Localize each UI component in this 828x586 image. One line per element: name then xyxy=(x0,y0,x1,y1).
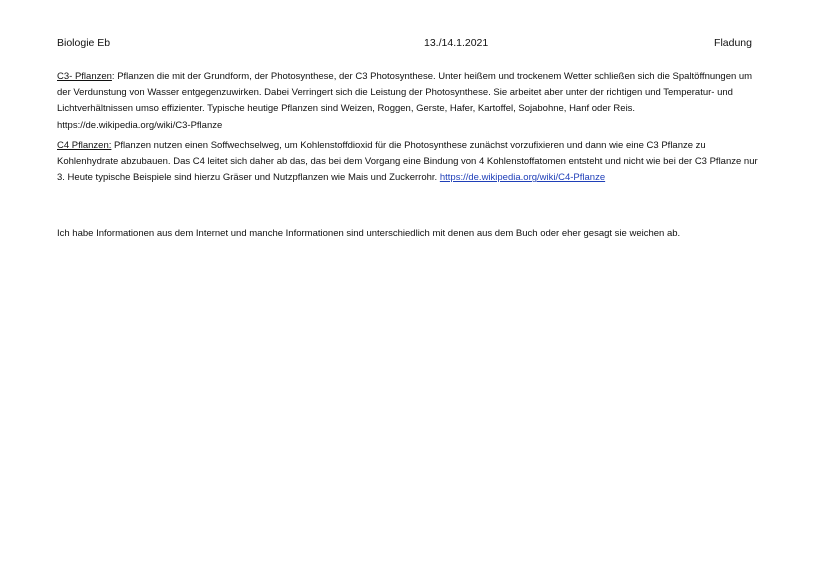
header-date: 13./14.1.2021 xyxy=(424,37,489,49)
header-subject: Biologie Eb xyxy=(57,37,111,49)
source-c3: https://de.wikipedia.org/wiki/C3-Pflanze xyxy=(57,119,223,131)
document-body xyxy=(57,69,762,243)
page-header xyxy=(57,36,752,50)
header-author: Fladung xyxy=(714,37,752,49)
text-c4: Pflanzen nutzen einen Soffwechselweg, um Kohlenstoffdioxid für die Photosynthese zunächst vorzufixieren und dann wie eine C3 Pflanze zu Kohlenhydrate abzubauen. Das C4 leitet sich daher ab das, das bei dem Vorgang eine Bindung von 4 Kohlenstoffatomen entsteht und nicht wie bei der C3 Pflanze nur 3. Heute typische Beispiele sind hierzu Gräser und Nutzpflanzen wie Mais und Zuckerrohr. xyxy=(57,139,758,184)
link-c4[interactable]: https://de.wikipedia.org/wiki/C4-Pflanze xyxy=(439,172,606,184)
heading-c3: C3- Pflanzen xyxy=(57,71,112,82)
text-note: Ich habe Informationen aus dem Internet und manche Informationen sind unterschiedlich mit denen aus dem Buch oder eher gesagt sie weichen ab. xyxy=(57,228,681,240)
paragraph-note xyxy=(57,226,762,242)
text-c3: : Pflanzen die mit der Grundform, der Photosynthese, der C3 Photosynthese. Unter heißem und trockenem Wetter schließen sich die Spaltöffnungen um der Verdunstung von Wasser entgegenzuwirken. Dabei Verringert sich die Leistung der Photosynthese. Sie arbeitet aber unter der richtigen und Temperatur- und Lichtverhältnissen umso effizienter. Typische heutige Pflanzen sind Weizen, Roggen, Gerste, Hafer, Kartoffel, Sojabohne, Hanf oder Reis. xyxy=(57,71,753,115)
paragraph-c3 xyxy=(57,69,762,134)
heading-c4: C4 Pflanzen: xyxy=(57,139,112,151)
paragraph-c4 xyxy=(57,138,762,187)
